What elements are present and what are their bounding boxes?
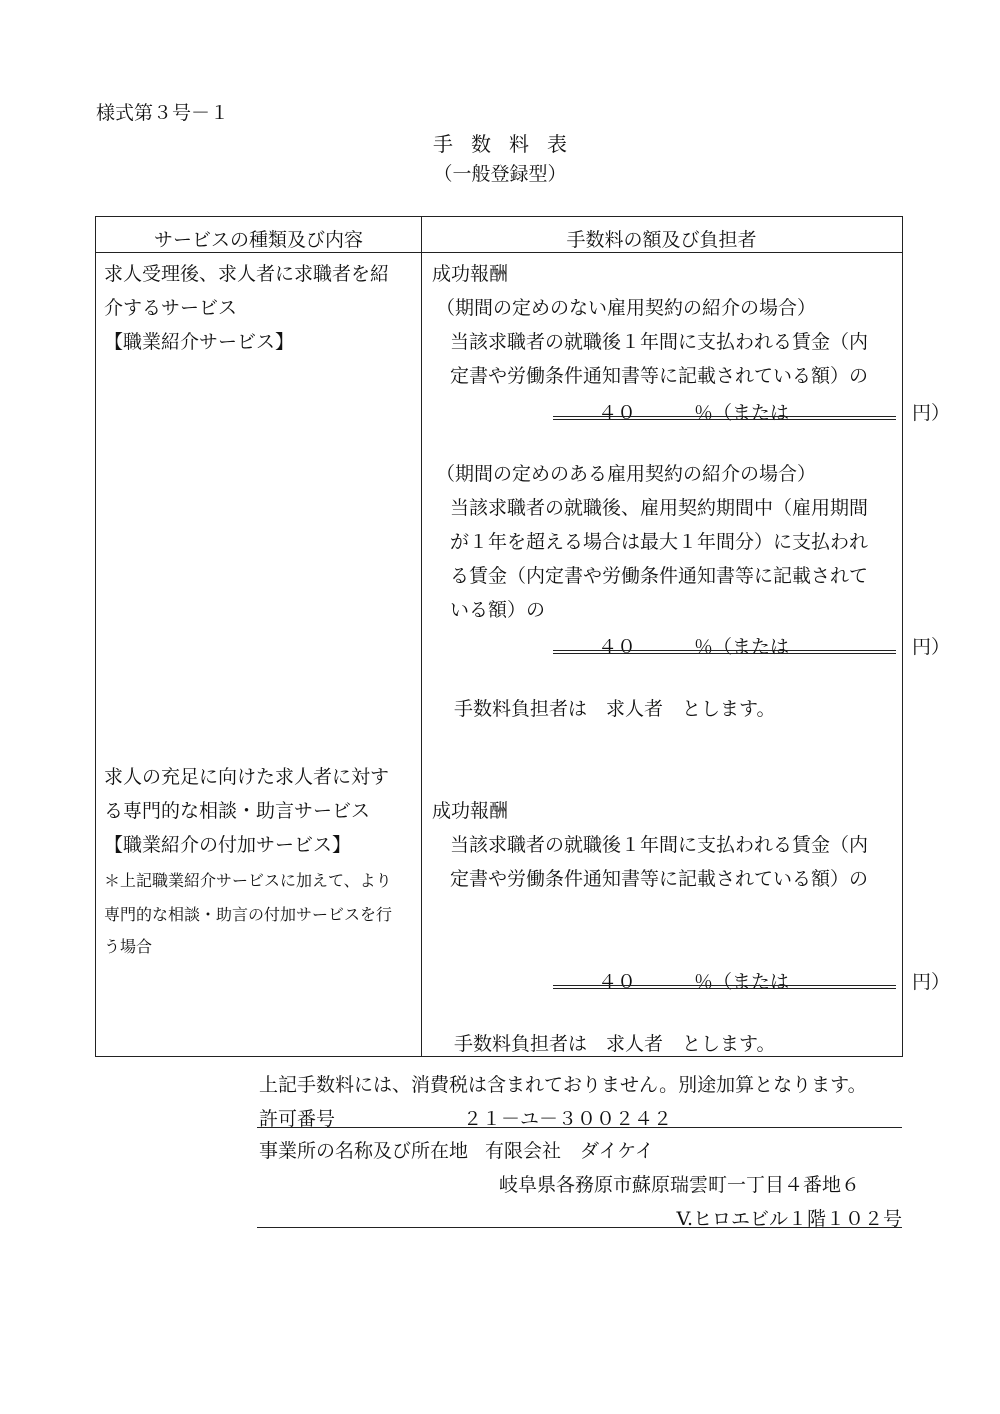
rate-yen: 円） (912, 971, 951, 993)
document-title: 手数料表 (433, 132, 585, 156)
fee1-payer: 手数料負担者は 求人者 とします。 (454, 698, 776, 720)
fee1-heading: 成功報酬 (432, 263, 509, 285)
service1-label: 【職業紹介サービス】 (104, 331, 295, 353)
fee1-desc-a1: 当該求職者の就職後１年間に支払われる賃金（内 (450, 331, 869, 353)
rate-percent: ％（または (694, 971, 790, 993)
rate-yen: 円） (912, 402, 951, 424)
address-underline (257, 1227, 902, 1228)
service2-line2: る専門的な相談・助言サービス (104, 800, 371, 822)
document-subtitle: （一般登録型） (433, 163, 567, 185)
fee1-desc-b3: る賃金（内定書や労働条件通知書等に記載されて (450, 565, 869, 587)
fee2-desc2: 定書や労働条件通知書等に記載されている額）の (450, 868, 869, 890)
rate-value: ４０ (598, 402, 637, 424)
service2-note3: う場合 (104, 937, 153, 956)
service2-line1: 求人の充足に向けた求人者に対す (104, 766, 390, 788)
service2-note2: 専門的な相談・助言の付加サービスを行 (104, 905, 393, 924)
header-divider (96, 252, 902, 253)
fee1-desc-b2: が１年を超える場合は最大１年間分）に支払われ (450, 531, 869, 553)
header-fee: 手数料の額及び負担者 (566, 229, 757, 251)
fee1-desc-b1: 当該求職者の就職後、雇用契約期間中（雇用期間 (450, 497, 869, 519)
service1-line1: 求人受理後、求人者に求職者を紹 (104, 263, 390, 285)
fee2-desc1: 当該求職者の就職後１年間に支払われる賃金（内 (450, 834, 869, 856)
fee1-desc-b4: いる額）の (450, 599, 546, 621)
tax-note: 上記手数料には、消費税は含まれておりません。別途加算となります。 (259, 1074, 867, 1096)
service2-label: 【職業紹介の付加サービス】 (104, 834, 352, 856)
column-divider (421, 217, 422, 1056)
service2-note1: ＊上記職業紹介サービスに加えて、より (104, 871, 392, 890)
address-line1: 岐阜県各務原市蘇原瑞雲町一丁目４番地６ (499, 1174, 861, 1196)
rate-b-underline (553, 650, 896, 654)
service1-line2: 介するサービス (104, 297, 238, 319)
fee-table (95, 216, 951, 1057)
header-service: サービスの種類及び内容 (153, 229, 363, 251)
rate-underline (553, 985, 896, 989)
address-line2: V.ヒロエビル１階１０２号 (676, 1208, 902, 1230)
fee2-payer: 手数料負担者は 求人者 とします。 (454, 1033, 776, 1055)
fee1-case-definite: （期間の定めのある雇用契約の紹介の場合） (436, 463, 817, 485)
fee1-case-indefinite: （期間の定めのない雇用契約の紹介の場合） (436, 297, 817, 319)
company-name: 有限会社 ダイケイ (485, 1140, 654, 1162)
rate-yen: 円） (912, 636, 951, 658)
fee1-desc-a2: 定書や労働条件通知書等に記載されている額）の (450, 365, 869, 387)
rate-percent: ％（または (694, 402, 790, 424)
form-number: 様式第３号－１ (96, 102, 230, 124)
permit-label: 許可番号 (259, 1108, 336, 1130)
rate-value: ４０ (598, 971, 637, 993)
permit-underline (257, 1127, 902, 1128)
permit-number: ２１－ユ－３００２４２ (463, 1108, 673, 1130)
fee2-heading: 成功報酬 (432, 800, 509, 822)
rate-a-underline (553, 416, 896, 420)
office-label: 事業所の名称及び所在地 (259, 1140, 469, 1162)
rate-value: ４０ (598, 636, 637, 658)
rate-percent: ％（または (694, 636, 790, 658)
